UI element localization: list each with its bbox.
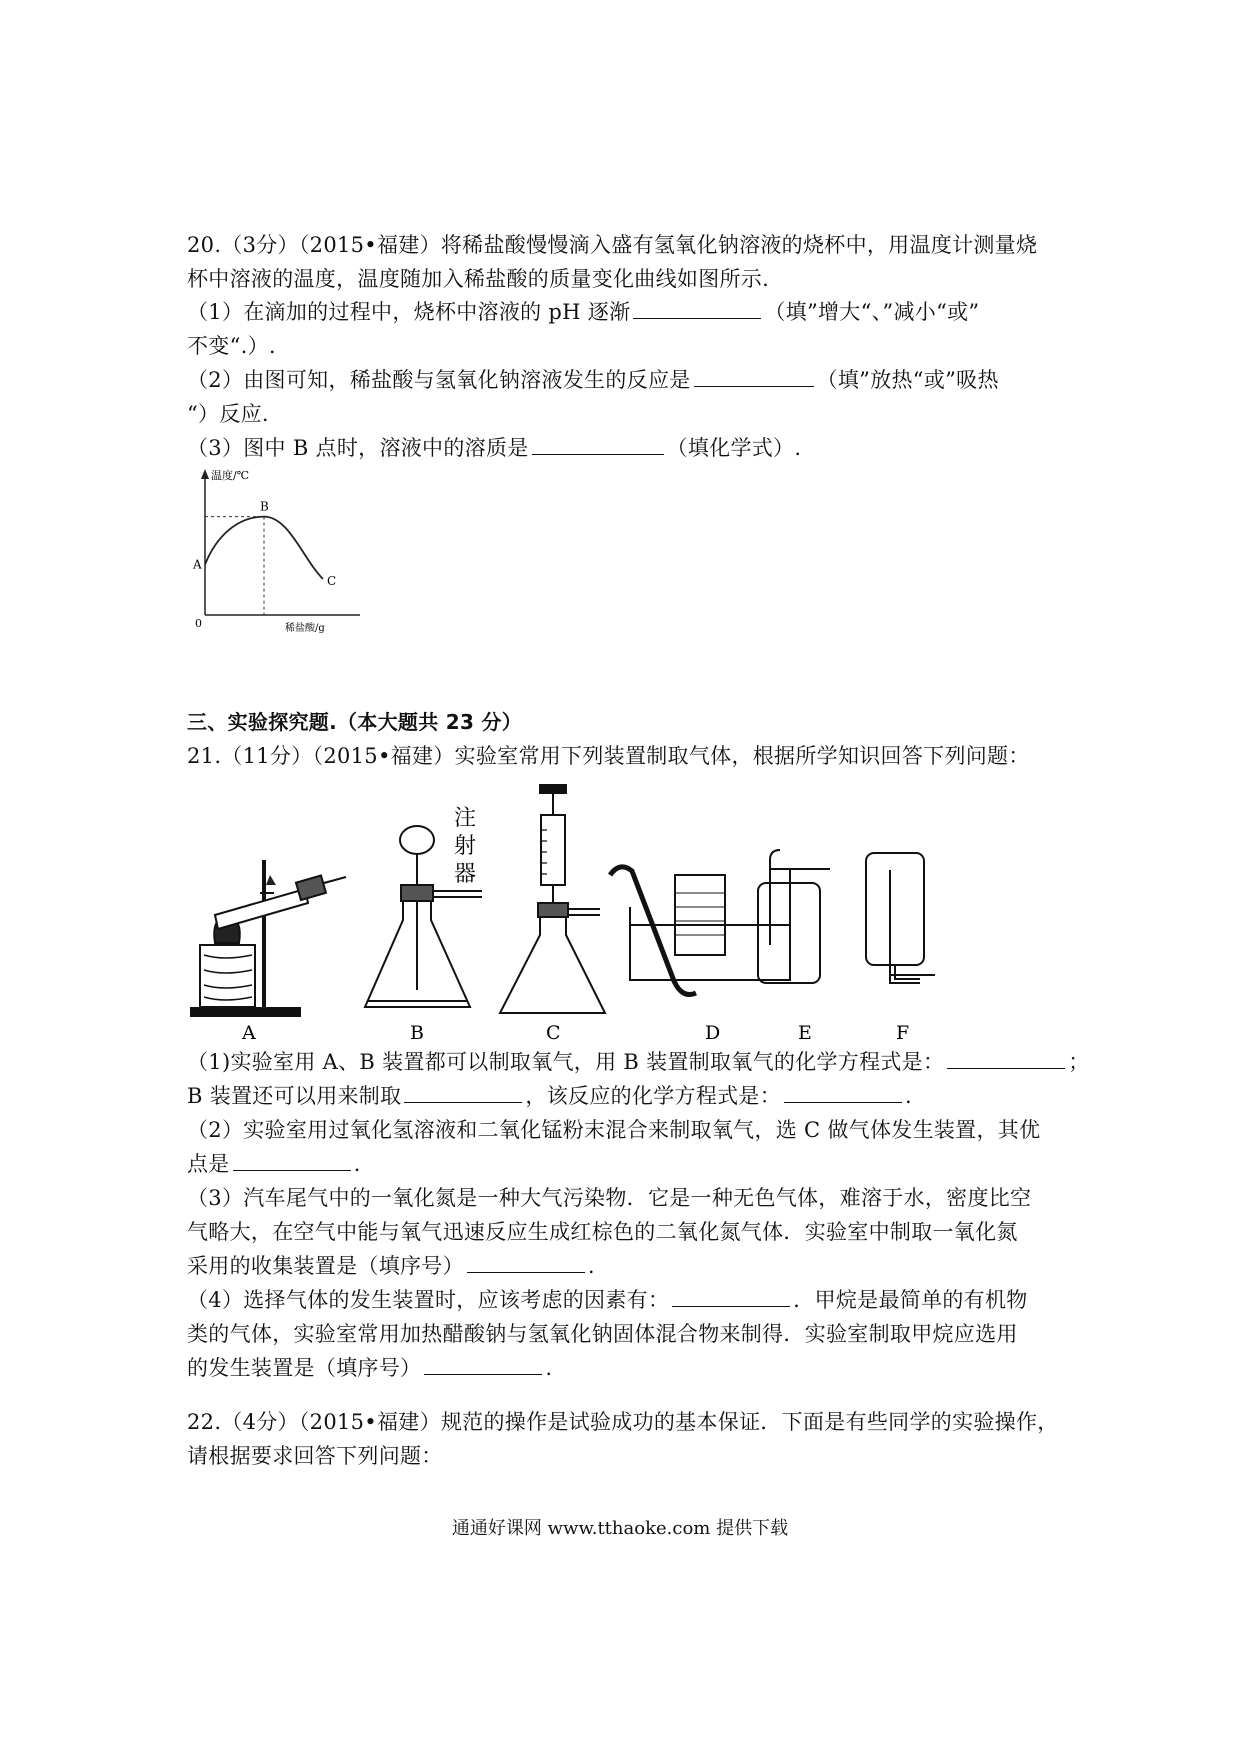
apparatus-label-a: A	[242, 1022, 256, 1040]
q20-part2: （2）由图可知，稀盐酸与氢氧化钠溶液发生的反应是 （填”放热“或”吸热	[187, 363, 999, 397]
apparatus-figure	[190, 775, 1010, 1040]
apparatus-a	[190, 860, 346, 1016]
q20-line1: 20.（3分）（2015•福建）将稀盐酸慢慢滴入盛有氢氧化钠溶液的烧杯中，用温度计测量烧	[187, 233, 1038, 257]
q21-part4-line3: 的发生装置是（填序号） .	[187, 1351, 552, 1385]
answer-blank[interactable]	[694, 364, 814, 387]
q21-part3-line3: 采用的收集装置是（填序号） .	[187, 1249, 595, 1283]
section-heading: 三、实验探究题.（本大题共 23 分）	[187, 710, 523, 734]
apparatus-label-f: F	[896, 1022, 910, 1040]
q21-part3-line2: 气略大，在空气中能与氧气迅速反应生成红棕色的二氧化氮气体．实验室中制取一氧化氮	[187, 1220, 1018, 1244]
q22-line1: 22.（4分）（2015•福建）规范的操作是试验成功的基本保证．下面是有些同学的实验操作，	[187, 1410, 1059, 1434]
q21-line1: 21.（11分）（2015•福建）实验室常用下列装置制取气体，根据所学知识回答下列问题：	[187, 744, 1030, 768]
temperature-chart	[185, 465, 365, 645]
point-label-c: C	[327, 574, 337, 588]
answer-blank[interactable]	[672, 1284, 790, 1307]
q22-line2: 请根据要求回答下列问题：	[187, 1444, 443, 1468]
answer-blank[interactable]	[467, 1250, 585, 1273]
q21-part1: （1)实验室用 A、B 装置都可以制取氧气，用 B 装置制取氧气的化学方程式是： ；	[187, 1045, 1090, 1079]
answer-blank[interactable]	[404, 1080, 522, 1103]
answer-blank[interactable]	[784, 1080, 902, 1103]
apparatus-c	[500, 785, 605, 1013]
answer-blank[interactable]	[233, 1148, 351, 1171]
apparatus-e	[758, 850, 830, 983]
apparatus-label-b: B	[410, 1022, 424, 1040]
q21-part3-line1: （3）汽车尾气中的一氧化氮是一种大气污染物．它是一种无色气体，难溶于水，密度比空	[187, 1186, 1032, 1210]
q21-part2-line2: 点是 .	[187, 1147, 361, 1181]
q20-line2: 杯中溶液的温度，温度随加入稀盐酸的质量变化曲线如图所示.	[187, 267, 770, 291]
y-axis-label: 温度/℃	[211, 469, 250, 482]
point-label-a: A	[193, 557, 202, 572]
answer-blank[interactable]	[424, 1352, 542, 1375]
syringe-label-1: 注	[454, 806, 477, 831]
apparatus-label-e: E	[798, 1022, 812, 1040]
answer-blank[interactable]	[532, 432, 664, 455]
q21-part1b: B 装置还可以用来制取 ，该反应的化学方程式是： .	[187, 1079, 912, 1113]
x-axis-label: 稀盐酸/g	[285, 623, 325, 634]
origin-label: 0	[195, 617, 202, 630]
answer-blank[interactable]	[633, 296, 761, 319]
q21-part2-line1: （2）实验室用过氧化氢溶液和二氧化锰粉末混合来制取氧气，选 C 做气体发生装置，其优	[187, 1118, 1041, 1142]
y-axis-arrow	[201, 469, 209, 479]
syringe-label-3: 器	[454, 862, 477, 887]
answer-blank[interactable]	[947, 1046, 1065, 1069]
q21-part4-line1: （4）选择气体的发生装置时，应该考虑的因素有： ．甲烷是最简单的有机物	[187, 1283, 1028, 1317]
q20-part3: （3）图中 B 点时，溶液中的溶质是 （填化学式）.	[187, 431, 801, 465]
syringe-label-2: 射	[454, 834, 477, 859]
q20-part1-cont: 不变“.）.	[187, 334, 276, 358]
q20-part1: （1）在滴加的过程中，烧杯中溶液的 pH 逐渐 （填”增大“、”减小“或”	[187, 295, 979, 329]
apparatus-f	[866, 853, 935, 983]
q20-part2-cont: “）反应.	[187, 402, 269, 426]
q21-part4-line2: 类的气体，实验室常用加热醋酸钠与氢氧化钠固体混合物来制得．实验室制取甲烷应选用	[187, 1322, 1018, 1346]
apparatus-label-d: D	[705, 1022, 721, 1040]
apparatus-d	[610, 867, 790, 995]
page-footer: 通通好课网 www.tthaoke.com 提供下载	[451, 1518, 789, 1539]
point-label-b: B	[260, 499, 269, 514]
apparatus-label-c: C	[546, 1022, 561, 1040]
